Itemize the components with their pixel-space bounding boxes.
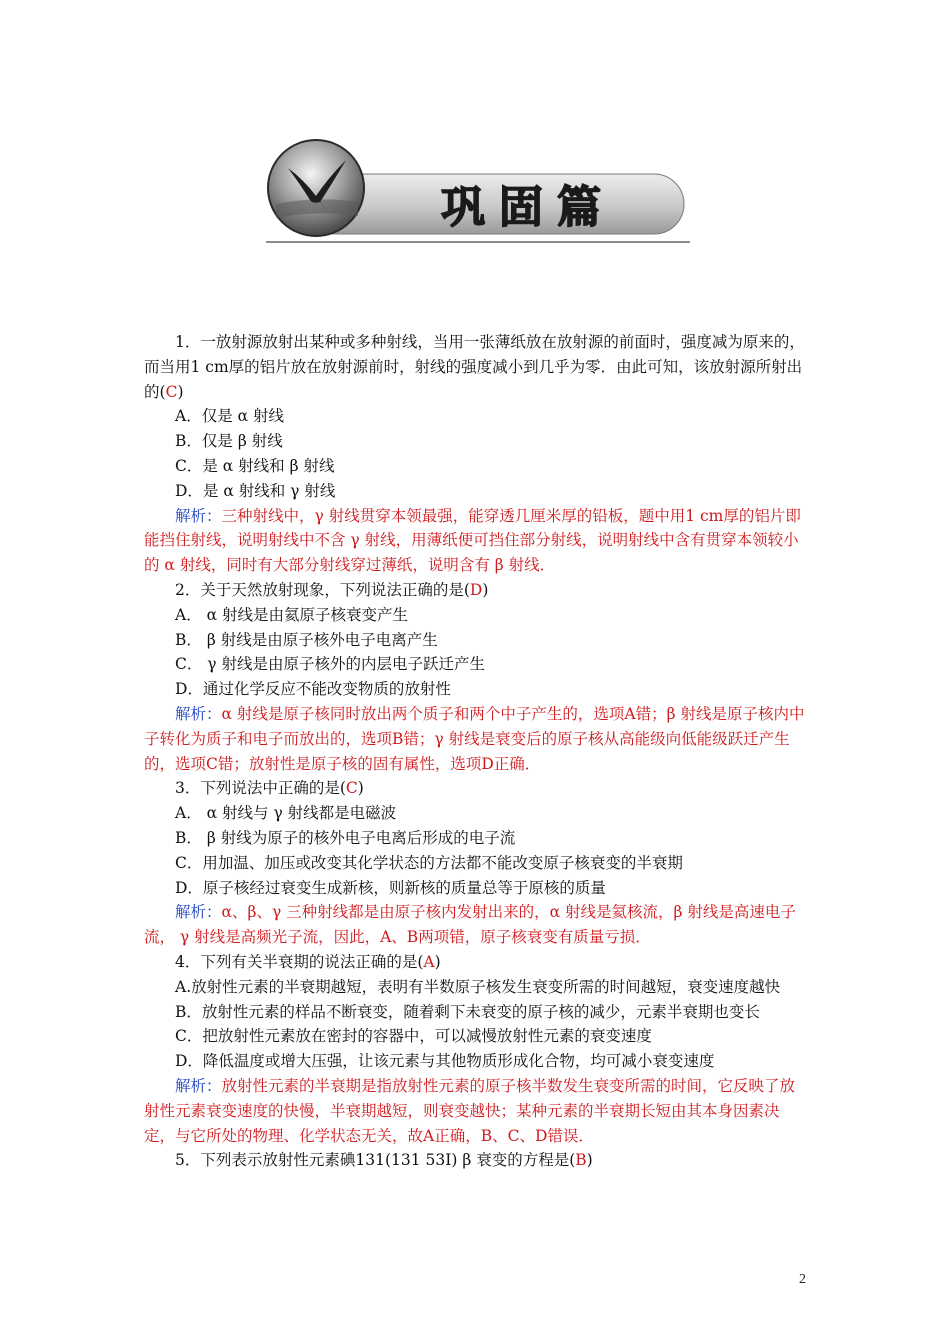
question-4 bbox=[144, 950, 810, 1148]
option-c: C．是 α 射线和 β 射线 bbox=[175, 456, 335, 475]
page-number: 2 bbox=[799, 1272, 806, 1287]
option-c: C． γ 射线是由原子核外的内层电子跃迁产生 bbox=[175, 655, 485, 674]
option-d: D．通过化学反应不能改变物质的放射性 bbox=[175, 680, 451, 699]
option-b: B．仅是 β 射线 bbox=[175, 432, 283, 451]
option-c: C．把放射性元素放在密封的容器中，可以减慢放射性元素的衰变速度 bbox=[175, 1027, 652, 1046]
option-d: D．原子核经过衰变生成新核，则新核的质量总等于原核的质量 bbox=[175, 878, 606, 897]
option-a: A． α 射线是由氦原子核衰变产生 bbox=[175, 605, 409, 624]
option-a: A．仅是 α 射线 bbox=[175, 407, 285, 426]
analysis bbox=[144, 702, 810, 776]
analysis bbox=[144, 1074, 810, 1148]
analysis bbox=[144, 504, 810, 578]
option-d: D．是 α 射线和 γ 射线 bbox=[175, 481, 336, 500]
answer-letter: B bbox=[575, 1151, 587, 1170]
analysis-text: α、β、γ 三种射线都是由原子核内发射出来的，α 射线是氦核流，β 射线是高速电子流， γ 射线是高频光子流，因此，A、B两项错，原子核衰变有质量亏损． bbox=[144, 903, 796, 947]
option-a: A． α 射线与 γ 射线都是电磁波 bbox=[175, 804, 397, 823]
seagull-emblem-icon bbox=[268, 140, 364, 236]
analysis-label: 解析： bbox=[175, 1076, 222, 1095]
option-a: A.放射性元素的半衰期越短，表明有半数原子核发生衰变所需的时间越短，衰变速度越快 bbox=[175, 977, 781, 996]
analysis-label: 解析： bbox=[175, 704, 222, 723]
question-stem: 2．关于天然放射现象，下列说法正确的是(D) bbox=[175, 580, 489, 599]
exercise-content bbox=[144, 330, 810, 1173]
question-5 bbox=[144, 1148, 810, 1173]
section-banner bbox=[266, 138, 690, 246]
option-d: D．降低温度或增大压强，让该元素与其他物质形成化合物，均可减小衰变速度 bbox=[175, 1052, 715, 1071]
analysis-text: 放射性元素的半衰期是指放射性元素的原子核半数发生衰变所需的时间，它反映了放射性元素衰变速度的快慢，半衰期越短，则衰变越快；某种元素的半衰期长短由其本身因素决定，与它所处的物理、化学状态无关，故A正确，B、C、D错误． bbox=[144, 1076, 796, 1145]
answer-letter: C bbox=[345, 779, 358, 798]
banner-graphic bbox=[266, 138, 690, 246]
analysis-text: 三种射线中，γ 射线贯穿本领最强，能穿透几厘米厚的铅板，题中用1 cm厚的铝片即能挡住射线，说明射线中不含 γ 射线，用薄纸便可挡住部分射线，说明射线中含有贯穿本领较小的 α 射线，同时有大部分射线穿过薄纸，说明含有 β 射线． bbox=[144, 506, 801, 575]
question-stem: 5．下列表示放射性元素碘131(131 53I) β 衰变的方程是(B) bbox=[175, 1151, 593, 1170]
banner-title: 巩固篇 bbox=[441, 182, 615, 233]
answer-letter: D bbox=[469, 580, 483, 599]
question-stem: 4．下列有关半衰期的说法正确的是(A) bbox=[175, 952, 441, 971]
option-c: C．用加温、加压或改变其化学状态的方法都不能改变原子核衰变的半衰期 bbox=[175, 853, 683, 872]
analysis-label: 解析： bbox=[175, 506, 222, 525]
answer-letter: C bbox=[165, 382, 178, 401]
analysis-text: α 射线是原子核同时放出两个质子和两个中子产生的，选项A错；β 射线是原子核内中子转化为质子和电子而放出的，选项B错；γ 射线是衰变后的原子核从高能级向低能级跃迁产生的，选项C错；放射性是原子核的固有属性，选项D正确． bbox=[144, 704, 805, 773]
question-1 bbox=[144, 330, 810, 578]
answer-letter: A bbox=[423, 952, 435, 971]
analysis bbox=[144, 900, 810, 950]
option-b: B．放射性元素的样品不断衰变，随着剩下未衰变的原子核的减少，元素半衰期也变长 bbox=[175, 1002, 760, 1021]
question-stem: 1．一放射源放射出某种或多种射线，当用一张薄纸放在放射源的前面时，强度减为原来的，而当用1 cm厚的铝片放在放射源前时，射线的强度减小到几乎为零．由此可知，该放射源所射出的(C) bbox=[144, 333, 805, 401]
option-b: B． β 射线为原子的核外电子电离后形成的电子流 bbox=[175, 828, 516, 847]
analysis-label: 解析： bbox=[175, 903, 222, 922]
option-b: B． β 射线是由原子核外电子电离产生 bbox=[175, 630, 438, 649]
question-stem: 3．下列说法中正确的是(C) bbox=[175, 779, 364, 798]
question-2 bbox=[144, 578, 810, 776]
question-3 bbox=[144, 776, 810, 950]
